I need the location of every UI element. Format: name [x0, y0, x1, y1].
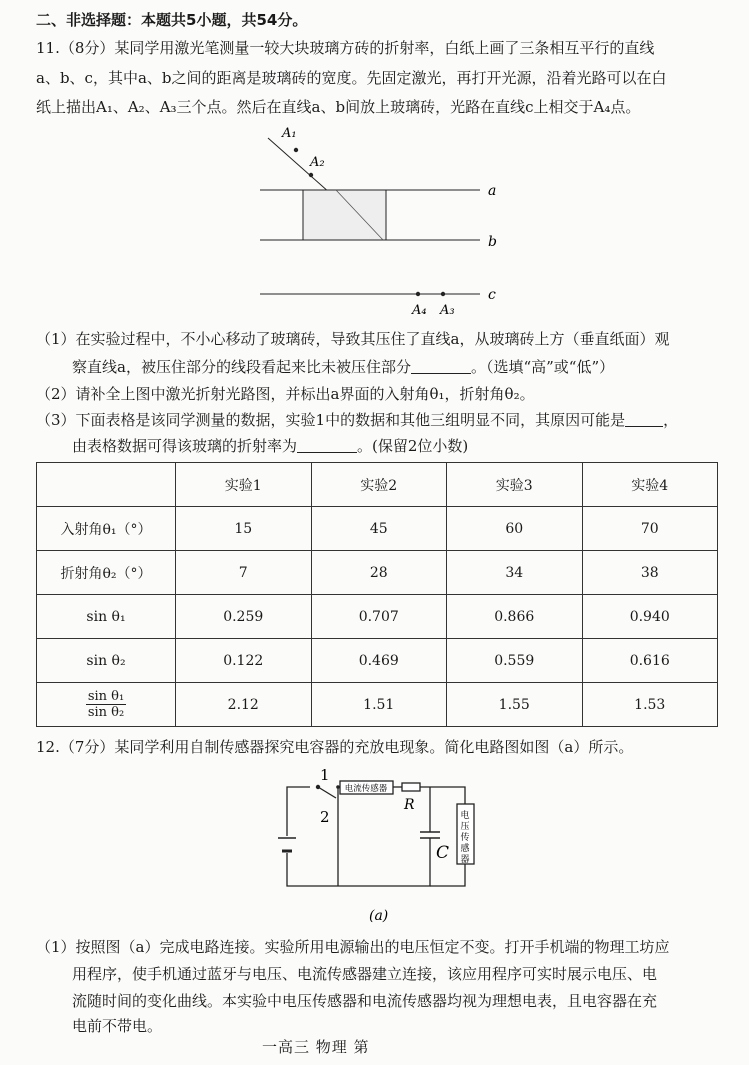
- circuit-caption: (a): [369, 908, 389, 924]
- label-a4: A₄: [412, 303, 427, 318]
- voltage-sensor-char: 压: [460, 822, 470, 832]
- label-a2: A₂: [310, 155, 325, 170]
- row-label-sin1: sin θ₁: [37, 595, 176, 639]
- wire-bottom: [287, 838, 430, 886]
- row-label-incidence: 入射角θ₁（°）: [37, 507, 176, 551]
- q12-part1-line-1: （1）按照图（a）完成电路连接。实验所用电源输出的电压恒定不变。打开手机端的物理工坊应: [36, 938, 670, 956]
- line-b-label: b: [488, 234, 497, 250]
- resistor-label: R: [404, 797, 415, 813]
- table-cell: 60: [447, 507, 583, 551]
- voltage-sensor-char: 电: [460, 811, 470, 821]
- section-heading: 二、非选择题：本题共5小题，共54分。: [36, 11, 308, 29]
- column-header: 实验3: [447, 463, 583, 507]
- column-header: 实验1: [176, 463, 312, 507]
- data-table: [36, 462, 718, 727]
- q11-part3-comma: ，: [663, 411, 679, 429]
- q11-intro-line-3: 纸上描出A₁、A₂、A₃三个点。然后在直线a、b间放上玻璃砖，光路在直线c上相交于A₄点。: [36, 98, 641, 116]
- table-cell: 0.866: [447, 595, 583, 639]
- q11-part3-text-2: 由表格数据可得该玻璃的折射率为: [72, 437, 298, 455]
- capacitor-label: C: [436, 843, 450, 863]
- switch-label-2: 2: [320, 808, 330, 826]
- ratio-denominator: sin θ₂: [87, 705, 125, 720]
- point-a4: [416, 292, 420, 296]
- table-cell: 38: [582, 551, 718, 595]
- table-cell: 7: [176, 551, 312, 595]
- table-cell: 0.259: [176, 595, 312, 639]
- table-row: [37, 551, 718, 595]
- table-cell: 0.559: [447, 639, 583, 683]
- glass-brick: [303, 190, 386, 240]
- resistor: [402, 783, 420, 791]
- column-header: 实验2: [311, 463, 447, 507]
- wire-resistor-right: [420, 787, 465, 804]
- table-cell: 2.12: [176, 683, 312, 727]
- q12-part1-line-3: 流随时间的变化曲线。本实验中电压传感器和电流传感器均视为理想电表，且电容器在充: [72, 992, 658, 1010]
- q11-intro-line-2: a、b、c，其中a、b之间的距离是玻璃砖的宽度。先固定激光，再打开光源，沿着光路可以在白: [36, 69, 667, 87]
- table-cell: 0.707: [311, 595, 447, 639]
- answer-blank-3[interactable]: [297, 438, 357, 453]
- table-row: [37, 683, 718, 727]
- row-label-ratio: [37, 683, 176, 727]
- table-cell: 1.55: [447, 683, 583, 727]
- switch-label-1: 1: [320, 766, 330, 784]
- q11-part1-line-1: （1）在实验过程中，不小心移动了玻璃砖，导致其压住了直线a，从玻璃砖上方（垂直纸面）观: [36, 330, 670, 348]
- current-sensor-label: 电流传感器: [344, 784, 388, 794]
- q11-part1-hint: 。（选填“高”或“低”）: [470, 358, 615, 376]
- q11-intro-line-1: 11.（8分）某同学用激光笔测量一较大块玻璃方砖的折射率，白纸上画了三条相互平行的直线: [36, 39, 655, 57]
- wire-left-top: [287, 787, 310, 836]
- wire-voltage-bottom: [430, 864, 465, 886]
- circuit-diagram: [0, 760, 749, 930]
- voltage-sensor-char: 器: [460, 855, 470, 865]
- table-cell: 0.122: [176, 639, 312, 683]
- answer-blank-1[interactable]: [411, 359, 471, 374]
- table-row: [37, 507, 718, 551]
- q11-part3-line-2: [72, 433, 735, 459]
- table-cell: 0.616: [582, 639, 718, 683]
- q11-part3-hint: 。(保留2位小数): [357, 437, 469, 455]
- voltage-sensor-char: 传: [460, 833, 470, 843]
- q11-part1-text: 察直线a，被压住部分的线段看起来比未被压住部分: [72, 358, 411, 376]
- q12-intro: 12.（7分）某同学利用自制传感器探究电容器的充放电现象。简化电路图如图（a）所示。: [36, 738, 634, 756]
- table-cell: 1.53: [582, 683, 718, 727]
- q11-part3-text: （3）下面表格是该同学测量的数据，实验1中的数据和其他三组明显不同，其原因可能是: [36, 411, 626, 429]
- line-c-label: c: [488, 287, 496, 303]
- voltage-sensor-char: 感: [460, 844, 470, 854]
- table-cell: 70: [582, 507, 718, 551]
- point-a3: [441, 292, 445, 296]
- point-a2: [309, 173, 313, 177]
- table-cell: 0.940: [582, 595, 718, 639]
- q12-part1-line-4: 电前不带电。: [72, 1017, 163, 1035]
- table-row: [37, 639, 718, 683]
- answer-blank-2[interactable]: [625, 412, 663, 427]
- label-a3: A₃: [440, 303, 455, 318]
- q11-part3-line-1: [36, 407, 735, 433]
- ratio-numerator: sin θ₁: [87, 689, 125, 704]
- label-a1: A₁: [282, 126, 297, 141]
- page-footer: 一高三 物理 第: [262, 1038, 370, 1056]
- q12-part1-line-2: 用程序，使手机通过蓝牙与电压、电流传感器建立连接，该应用程序可实时展示电压、电: [72, 965, 658, 983]
- refraction-figure: [0, 0, 749, 330]
- q11-part1-line-2: [72, 354, 735, 380]
- table-cell: 45: [311, 507, 447, 551]
- ratio-fraction: [86, 689, 126, 720]
- column-header: 实验4: [582, 463, 718, 507]
- table-cell: 15: [176, 507, 312, 551]
- table-cell: 1.51: [311, 683, 447, 727]
- row-label-refraction: 折射角θ₂（°）: [37, 551, 176, 595]
- switch-arm[interactable]: [318, 787, 336, 798]
- table-row: [37, 595, 718, 639]
- table-corner: [37, 463, 176, 507]
- table-cell: 34: [447, 551, 583, 595]
- point-a1: [294, 148, 298, 152]
- table-cell: 28: [311, 551, 447, 595]
- row-label-sin2: sin θ₂: [37, 639, 176, 683]
- line-a-label: a: [488, 183, 497, 199]
- table-cell: 0.469: [311, 639, 447, 683]
- q11-part2: （2）请补全上图中激光折射光路图，并标出a界面的入射角θ₁，折射角θ₂。: [36, 385, 535, 403]
- table-header-row: [37, 463, 718, 507]
